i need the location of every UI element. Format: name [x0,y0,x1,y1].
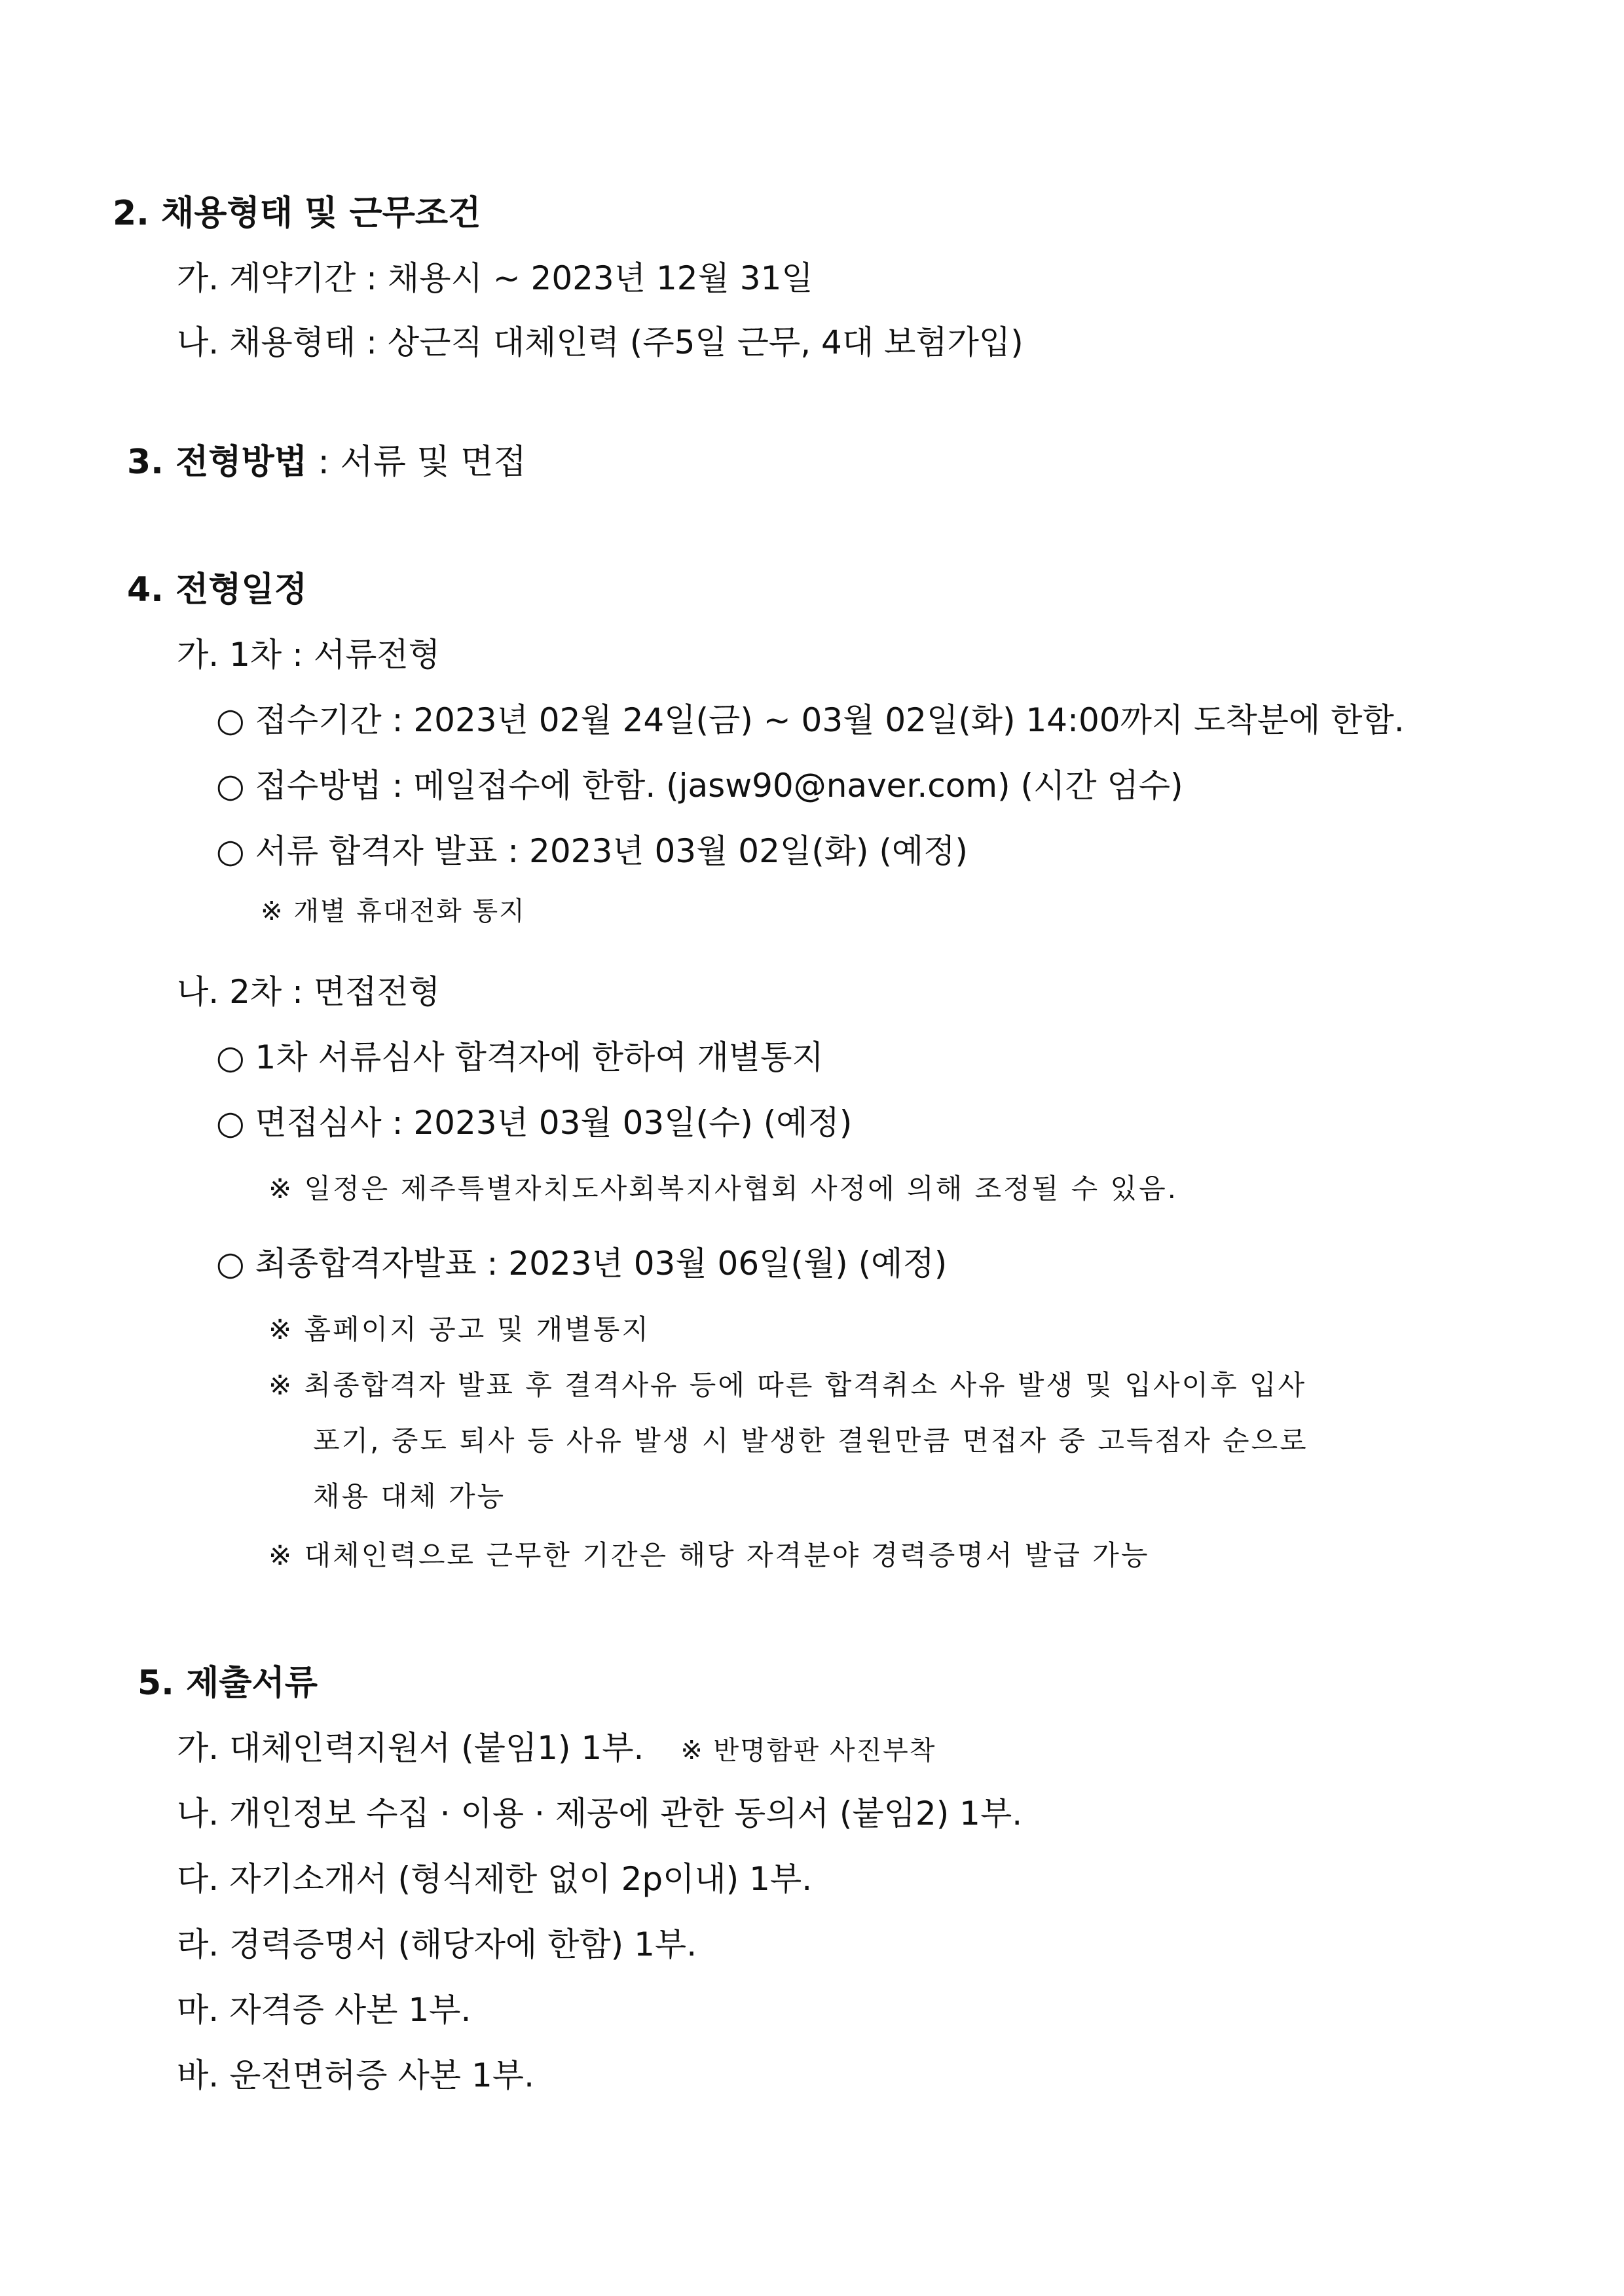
section-4-application-period: ○ 접수기간 : 2023년 02월 24일(금) ~ 03월 02일(화) 14:00까지 도착분에 한함. [216,701,1405,739]
section-3-heading [127,443,526,482]
section-4-application-method: ○ 접수방법 : 메일접수에 한함. (jasw90@naver.com) (시간 엄수) [216,767,1183,805]
section-4-first-round-title: 가. 1차 : 서류전형 [177,636,441,674]
section-4-title: 4. 전형일정 [127,570,307,610]
section-4-document-result: ○ 서류 합격자 발표 : 2023년 03월 02일(화) (예정) [216,832,969,870]
section-3-title: 3. 전형방법 [127,443,307,482]
section-4-interview-date: ○ 면접심사 : 2023년 03월 03일(수) (예정) [216,1104,853,1142]
section-2-item-employment-type: 나. 채용형태 : 상근직 대체인력 (주5일 근무, 4대 보험가입) [177,323,1024,361]
section-4-final-result: ○ 최종합격자발표 : 2023년 03월 06일(월) (예정) [216,1245,948,1283]
section-4-final-note-2-cont: 포기, 중도 퇴사 등 사유 발생 시 발생한 결원만큼 면접자 중 고득점자 순으로 [313,1425,1308,1457]
section-5-item-application-form [177,1729,936,1767]
section-4-final-note-1: ※ 홈페이지 공고 및 개별통지 [268,1313,650,1345]
section-5-item-driver-license: 바. 운전면허증 사본 1부. [177,2056,534,2094]
section-5-item-self-introduction: 다. 자기소개서 (형식제한 없이 2p이내) 1부. [177,1860,813,1898]
section-2-item-contract-period: 가. 계약기간 : 채용시 ~ 2023년 12월 31일 [177,259,813,297]
section-4-final-note-2-end: 채용 대체 가능 [313,1480,506,1512]
section-4-final-note-2: ※ 최종합격자 발표 후 결격사유 등에 따른 합격취소 사유 발생 및 입사이후 입사 [268,1369,1307,1401]
section-5-title: 5. 제출서류 [138,1664,318,1703]
section-5-photo-note: ※ 반명함판 사진부착 [680,1736,936,1766]
section-3-method: : 서류 및 면접 [306,443,526,482]
section-4-interview-notice: ○ 1차 서류심사 합격자에 한하여 개별통지 [216,1038,824,1076]
section-5-item-application-form-label: 가. 대체인력지원서 (붙임1) 1부. [177,1729,644,1767]
section-2-title: 2. 채용형태 및 근무조건 [113,194,481,233]
section-5-item-career-certificate: 라. 경력증명서 (해당자에 한함) 1부. [177,1925,697,1963]
section-4-second-round-note: ※ 일정은 제주특별자치도사회복지사협회 사정에 의해 조정될 수 있음. [268,1173,1179,1205]
section-5-item-privacy-consent: 나. 개인정보 수집 · 이용 · 제공에 관한 동의서 (붙임2) 1부. [177,1795,1023,1832]
section-5-item-license-copy: 마. 자격증 사본 1부. [177,1991,471,2029]
section-4-final-note-3: ※ 대체인력으로 근무한 기간은 해당 자격분야 경력증명서 발급 가능 [268,1539,1150,1571]
section-4-first-round-note: ※ 개별 휴대전화 통지 [261,896,526,926]
section-4-second-round-title: 나. 2차 : 면접전형 [177,973,441,1011]
